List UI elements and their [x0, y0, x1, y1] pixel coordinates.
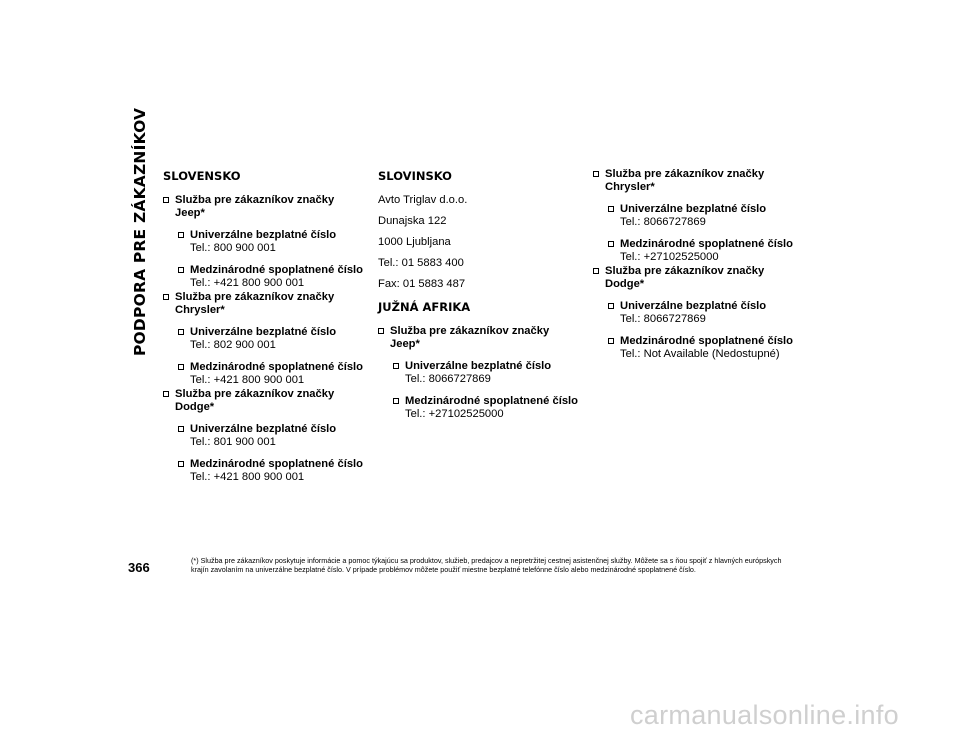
- column-juzna-afrika-cont: [593, 168, 793, 370]
- service-chrysler: Služba pre zákazníkov značky Chrysler*: [163, 291, 363, 317]
- phone-line: Tel.: 01 5883 400: [378, 257, 464, 269]
- checkbox-bullet-icon: [608, 338, 614, 344]
- service-chrysler: Služba pre zákazníkov značky Chrysler*: [593, 168, 793, 194]
- intl-number: Medzinárodné spoplatnené číslo Tel.: +421 800 900 001: [178, 264, 363, 290]
- checkbox-bullet-icon: [163, 294, 169, 300]
- heading-slovensko: SLOVENSKO: [163, 169, 241, 183]
- free-number: Univerzálne bezplatné číslo Tel.: 802 900 001: [178, 326, 363, 352]
- address-line: 1000 Ljubljana: [378, 236, 451, 248]
- checkbox-bullet-icon: [608, 303, 614, 309]
- side-section-title: PODPORA PRE ZÁKAZNÍKOV: [131, 107, 149, 356]
- page-number: 366: [128, 560, 150, 575]
- checkbox-bullet-icon: [378, 328, 384, 334]
- footnote: (*) Služba pre zákazníkov poskytuje informácie a pomoc týkajúcu sa produktov, služieb, predajcov a nepretržitej cestnej asistenčnej služby. Môžete sa s ňou spojiť z hlavných európskych krajín zavolaním na univerzálne bezplatné číslo. V prípade problémov môžete použiť miestne bezplatné telefónne číslo alebo medzinárodné spoplatnené číslo.: [191, 556, 782, 574]
- checkbox-bullet-icon: [608, 241, 614, 247]
- checkbox-bullet-icon: [178, 329, 184, 335]
- fax-line: Fax: 01 5883 487: [378, 278, 466, 290]
- checkbox-bullet-icon: [393, 398, 399, 404]
- checkbox-bullet-icon: [393, 363, 399, 369]
- intl-number: Medzinárodné spoplatnené číslo Tel.: +421 800 900 001: [178, 361, 363, 387]
- intl-number: Medzinárodné spoplatnené číslo Tel.: +421 800 900 001: [178, 458, 363, 484]
- watermark: carmanualsonline.info: [630, 700, 899, 730]
- checkbox-bullet-icon: [178, 267, 184, 273]
- free-number: Univerzálne bezplatné číslo Tel.: 801 900 001: [178, 423, 363, 449]
- heading-slovinsko: SLOVINSKO: [378, 169, 452, 183]
- checkbox-bullet-icon: [593, 268, 599, 274]
- checkbox-bullet-icon: [608, 206, 614, 212]
- checkbox-bullet-icon: [178, 426, 184, 432]
- address-line: Avto Triglav d.o.o.: [378, 194, 468, 206]
- column-slovinsko: [378, 168, 578, 430]
- checkbox-bullet-icon: [178, 461, 184, 467]
- checkbox-bullet-icon: [178, 364, 184, 370]
- address-line: Dunajska 122: [378, 215, 447, 227]
- service-dodge: Služba pre zákazníkov značky Dodge*: [163, 388, 363, 414]
- intl-number: Medzinárodné spoplatnené číslo Tel.: Not Available (Nedostupné): [608, 335, 793, 361]
- service-dodge: Služba pre zákazníkov značky Dodge*: [593, 265, 793, 291]
- free-number: Univerzálne bezplatné číslo Tel.: 8066727869: [393, 360, 578, 386]
- free-number: Univerzálne bezplatné číslo Tel.: 800 900 001: [178, 229, 363, 255]
- intl-number: Medzinárodné spoplatnené číslo Tel.: +27102525000: [393, 395, 578, 421]
- heading-juzna-afrika: JUŽNÁ AFRIKA: [378, 300, 471, 314]
- service-jeep: Služba pre zákazníkov značky Jeep*: [163, 194, 363, 220]
- column-slovensko: [163, 168, 363, 493]
- service-jeep: Služba pre zákazníkov značky Jeep*: [378, 325, 578, 351]
- checkbox-bullet-icon: [593, 171, 599, 177]
- free-number: Univerzálne bezplatné číslo Tel.: 8066727869: [608, 300, 793, 326]
- checkbox-bullet-icon: [163, 391, 169, 397]
- checkbox-bullet-icon: [178, 232, 184, 238]
- intl-number: Medzinárodné spoplatnené číslo Tel.: +27102525000: [608, 238, 793, 264]
- free-number: Univerzálne bezplatné číslo Tel.: 8066727869: [608, 203, 793, 229]
- checkbox-bullet-icon: [163, 197, 169, 203]
